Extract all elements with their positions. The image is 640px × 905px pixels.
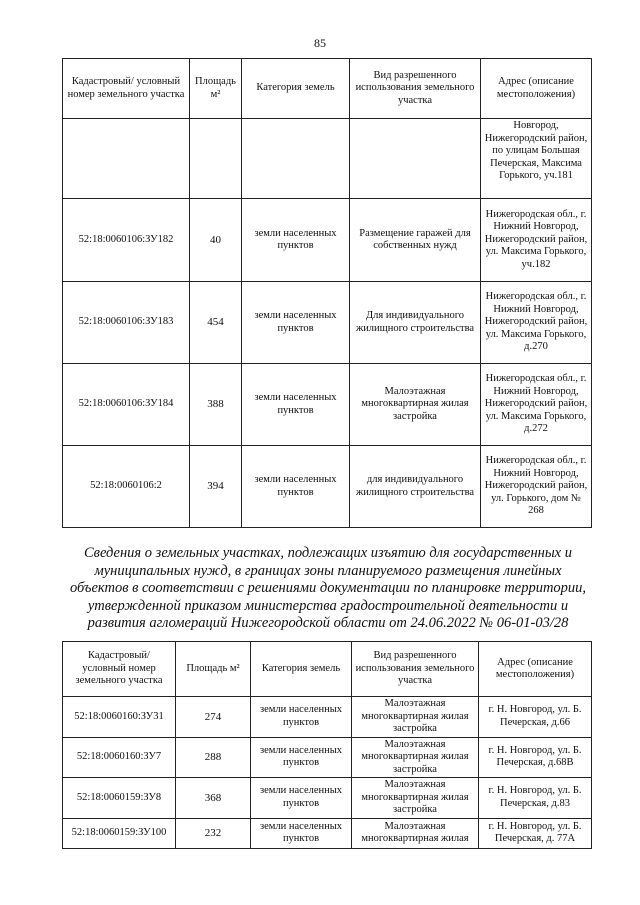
address-cell: г. Н. Новгород, ул. Б. Печерская, д.68В [479, 737, 592, 778]
land-plots-table [62, 58, 592, 528]
cadastral-cell: 52:18:0060159:ЗУ8 [63, 778, 176, 819]
cadastral-cell: 52:18:0060106:2 [63, 446, 190, 528]
use-cell: Малоэтажная многоквартирная жилая застройка [352, 778, 479, 819]
table-row [63, 697, 592, 738]
header-category: Категория земель [251, 642, 352, 697]
use-cell: Размещение гаражей для собственных нужд [350, 199, 481, 282]
use-cell: Малоэтажная многоквартирная жилая застройка [350, 364, 481, 446]
section-title: Сведения о земельных участках, подлежащих изъятию для государственных и муниципальных нужд, в границах зоны планируемого размещения линейных объектов в соответствии с решениями документации по планировке территории, утвержденной приказом министерства градостроительной деятельности и развития агломераций Нижегородской области от 24.06.2022 № 06-01-03/28 [69, 545, 587, 631]
table-row [63, 778, 592, 819]
address-cell: Новгород, Нижегородский район, по улицам Большая Печерская, Максима Горького, уч.181 [481, 119, 592, 199]
table-row [63, 446, 592, 528]
header-cadastral: Кадастровый/ условный номер земельного участка [63, 642, 176, 697]
header-use: Вид разрешенного использования земельного участка [350, 59, 481, 119]
table-header-row [63, 59, 592, 119]
category-cell: земли населенных пунктов [251, 697, 352, 738]
area-cell: 40 [190, 199, 242, 282]
area-cell: 454 [190, 282, 242, 364]
address-cell: Нижегородская обл., г. Нижний Новгород, Нижегородский район, ул. Максима Горького, д.270 [481, 282, 592, 364]
address-cell: Нижегородская обл., г. Нижний Новгород, Нижегородский район, ул. Максима Горького, д.272 [481, 364, 592, 446]
category-cell: земли населенных пунктов [242, 364, 350, 446]
address-cell: Нижегородская обл., г. Нижний Новгород, Нижегородский район, ул. Горького, дом № 268 [481, 446, 592, 528]
header-area: Площадь м² [190, 59, 242, 119]
address-cell: г. Н. Новгород, ул. Б. Печерская, д.66 [479, 697, 592, 738]
header-address: Адрес (описание местоположения) [479, 642, 592, 697]
area-cell: 274 [176, 697, 251, 738]
category-cell: земли населенных пунктов [242, 446, 350, 528]
header-area: Площадь м² [176, 642, 251, 697]
category-cell: земли населенных пунктов [242, 282, 350, 364]
header-address: Адрес (описание местоположения) [481, 59, 592, 119]
header-category: Категория земель [242, 59, 350, 119]
use-cell: Для индивидуального жилищного строительства [350, 282, 481, 364]
area-cell: 388 [190, 364, 242, 446]
table-row [63, 199, 592, 282]
table-header-row [63, 642, 592, 697]
header-use: Вид разрешенного использования земельного участка [352, 642, 479, 697]
cadastral-cell: 52:18:0060159:ЗУ100 [63, 818, 176, 848]
table-row [63, 737, 592, 778]
use-cell: для индивидуального жилищного строительства [350, 446, 481, 528]
table-row [63, 282, 592, 364]
address-cell: Нижегородская обл., г. Нижний Новгород, Нижегородский район, ул. Максима Горького, уч.182 [481, 199, 592, 282]
address-cell: г. Н. Новгород, ул. Б. Печерская, д. 77А [479, 818, 592, 848]
use-cell: Малоэтажная многоквартирная жилая застройка [352, 697, 479, 738]
area-cell: 288 [176, 737, 251, 778]
cadastral-cell: 52:18:0060160:ЗУ7 [63, 737, 176, 778]
table-row [63, 818, 592, 848]
category-cell: земли населенных пунктов [251, 778, 352, 819]
use-cell: Малоэтажная многоквартирная жилая застройка [352, 737, 479, 778]
category-cell: земли населенных пунктов [242, 199, 350, 282]
use-cell: Малоэтажная многоквартирная жилая [352, 818, 479, 848]
cadastral-cell: 52:18:0060106:ЗУ184 [63, 364, 190, 446]
cadastral-cell: 52:18:0060106:ЗУ183 [63, 282, 190, 364]
header-cadastral: Кадастровый/ условный номер земельного участка [63, 59, 190, 119]
cadastral-cell: 52:18:0060160:ЗУ31 [63, 697, 176, 738]
page-number: 85 [314, 36, 326, 50]
area-cell: 394 [190, 446, 242, 528]
table-row [63, 119, 592, 199]
category-cell: земли населенных пунктов [251, 737, 352, 778]
category-cell: земли населенных пунктов [251, 818, 352, 848]
table-row [63, 364, 592, 446]
area-cell: 232 [176, 818, 251, 848]
address-cell: г. Н. Новгород, ул. Б. Печерская, д.83 [479, 778, 592, 819]
seizure-plots-table [62, 641, 592, 849]
area-cell: 368 [176, 778, 251, 819]
cadastral-cell: 52:18:0060106:ЗУ182 [63, 199, 190, 282]
